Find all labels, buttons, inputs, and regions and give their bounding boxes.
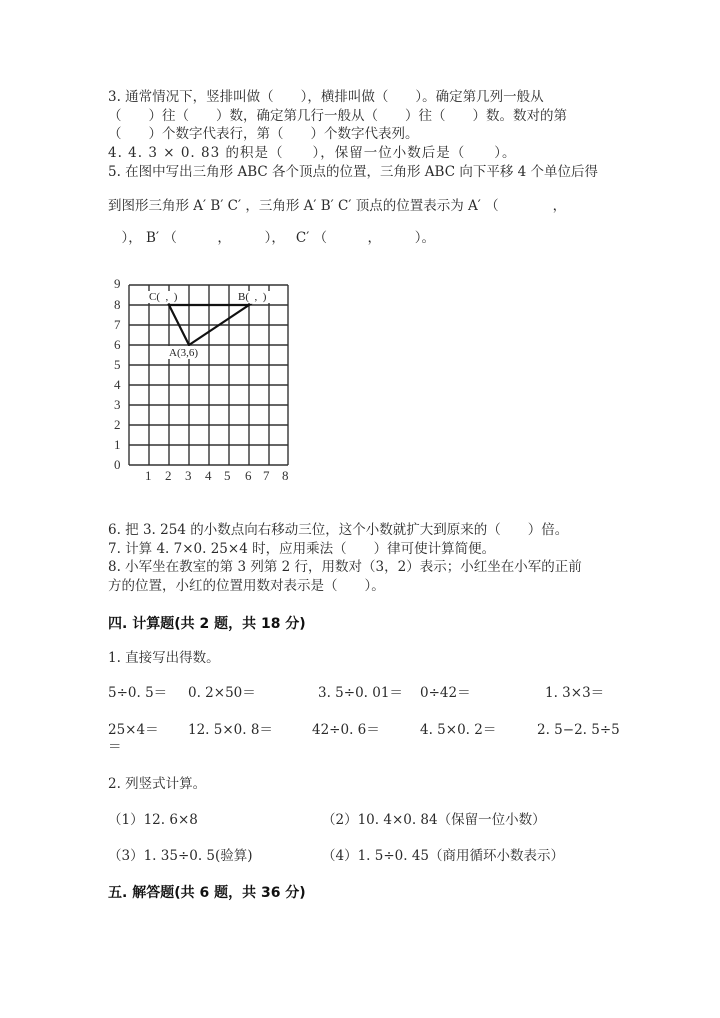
section-4-p2-title: 2. 列竖式计算。 <box>108 776 207 792</box>
calc-r1-c5: 1. 3×3＝ <box>545 685 605 701</box>
q3-line-3: （ ）个数字代表行，第（ ）个数字代表列。 <box>108 126 419 142</box>
calc-r1-c1: 5÷0. 5＝ <box>108 685 168 701</box>
y-tick-0: 0 <box>114 457 121 472</box>
q4-line-1: 4. 4. 3 × 0. 83 的积是（ ），保留一位小数后是（ ）。 <box>108 145 517 161</box>
y-tick-4: 4 <box>114 377 121 392</box>
x-tick-6: 6 <box>245 468 252 483</box>
x-tick-7: 7 <box>263 468 270 483</box>
grid-svg <box>0 0 720 500</box>
x-tick-1: 1 <box>145 468 152 483</box>
section-5-title: 五. 解答题(共 6 题，共 36 分) <box>108 885 306 901</box>
vertical-calc-3: （3）1. 35÷0. 5(验算) <box>108 848 253 864</box>
point-b-label: B( , ) <box>238 291 267 303</box>
q5-line-3: ）， B′ （ ， ）， C′ （ ， ）。 <box>108 230 436 246</box>
q5-line-2: 到图形三角形 A′ B′ C′ ，三角形 A′ B′ C′ 顶点的位置表示为 A′ （ ， <box>108 198 567 214</box>
calc-r1-c3: 3. 5÷0. 01＝ <box>318 685 403 701</box>
y-tick-5: 5 <box>114 357 121 372</box>
y-tick-1: 1 <box>114 437 121 452</box>
y-tick-8: 8 <box>114 297 121 312</box>
x-tick-5: 5 <box>224 468 231 483</box>
calc-r2-c2: 12. 5×0. 8＝ <box>188 722 273 738</box>
point-c-label: C( , ) <box>149 291 178 303</box>
q3-line-1: 3. 通常情况下，竖排叫做（ ），横排叫做（ ）。确定第几列一般从 <box>108 89 544 105</box>
calc-r2-c3: 42÷0. 6＝ <box>312 722 380 738</box>
q3-line-2: （ ）往（ ）数，确定第几行一般从（ ）往（ ）数。数对的第 <box>108 108 567 124</box>
vertical-calc-4: （4）1. 5÷0. 45（商用循环小数表示） <box>322 848 565 864</box>
y-tick-9: 9 <box>114 276 121 291</box>
calc-r2-c5: 2. 5−2. 5÷5 <box>537 722 620 738</box>
calc-r1-c4: 0÷42＝ <box>420 685 471 701</box>
x-tick-2: 2 <box>165 468 172 483</box>
x-tick-3: 3 <box>185 468 192 483</box>
q8-line-1: 8. 小军坐在教室的第 3 列第 2 行，用数对（3，2）表示；小红坐在小军的正前 <box>108 559 582 575</box>
calc-r2-c4: 4. 5×0. 2＝ <box>420 722 497 738</box>
vertical-calc-2: （2）10. 4×0. 84（保留一位小数） <box>322 812 546 828</box>
q7-line-1: 7. 计算 4. 7×0. 25×4 时，应用乘法（ ）律可使计算简便。 <box>108 541 496 557</box>
q8-line-2: 方的位置，小红的位置用数对表示是（ ）。 <box>108 578 385 594</box>
y-tick-2: 2 <box>114 417 121 432</box>
q6-line-1: 6. 把 3. 254 的小数点向右移动三位，这个小数就扩大到原来的（ ）倍。 <box>108 522 569 538</box>
section-4-p1-title: 1. 直接写出得数。 <box>108 650 220 666</box>
q5-line-1: 5. 在图中写出三角形 ABC 各个顶点的位置，三角形 ABC 向下平移 4 个单位后得 <box>108 164 599 180</box>
calc-r2-c1: 25×4＝ <box>108 722 159 738</box>
calc-r1-c2: 0. 2×50＝ <box>188 685 256 701</box>
section-4-title: 四. 计算题(共 2 题，共 18 分) <box>108 616 306 632</box>
vertical-calc-1: （1）12. 6×8 <box>108 812 198 828</box>
y-tick-3: 3 <box>114 397 121 412</box>
x-tick-8: 8 <box>282 468 289 483</box>
y-tick-6: 6 <box>114 337 121 352</box>
point-a-label: A(3,6) <box>169 347 199 359</box>
calc-r2-c5-cont: ＝ <box>108 739 122 755</box>
x-tick-4: 4 <box>205 468 212 483</box>
y-tick-7: 7 <box>114 317 121 332</box>
grid-lines <box>129 285 288 465</box>
